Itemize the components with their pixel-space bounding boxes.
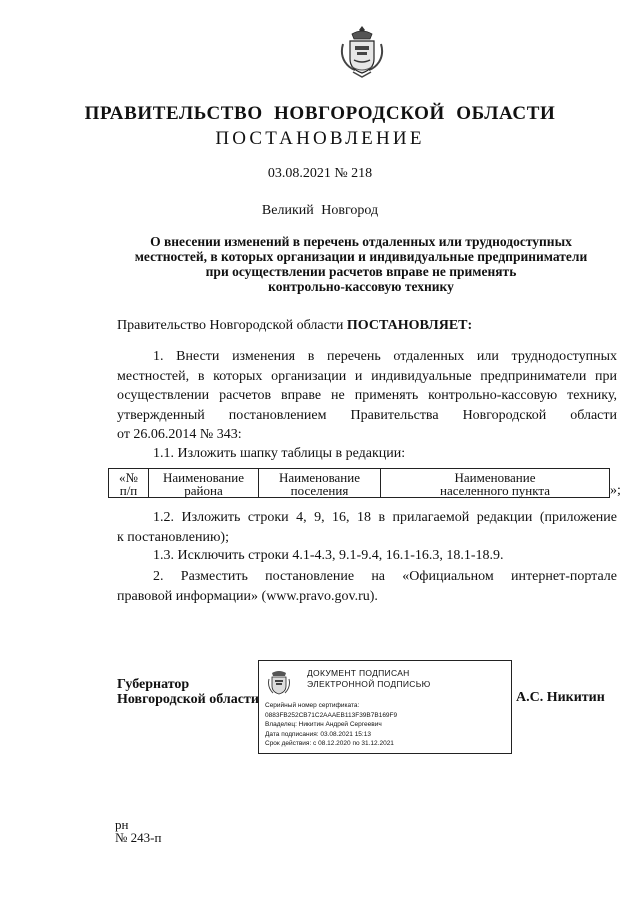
stamp-heading [307,668,431,690]
item-2 [117,567,617,606]
document-footer [115,818,161,844]
item-1-line: утвержденный постановлением Правительства Новгородской области [117,407,617,423]
date-and-number: 03.08.2021 № 218 [267,166,373,181]
item-1-1-text: 1.1. Изложить шапку таблицы в редакции: [153,446,406,461]
stamp-detail-line: 0883FB252CB71C2AAAEB113F39B7B169F9 [265,711,398,719]
signatory-title-line: Губернатор [117,677,190,692]
item-1-line: 1. Внести изменения в перечень отдаленных или труднодоступных [153,349,617,364]
table-col-number-line: «№ [119,470,138,485]
table-col-settlement [259,469,381,497]
preamble [117,318,472,334]
signatory-name: А.С. Никитин [516,690,605,705]
item-1-2-line: 1.2. Изложить строки 4, 9, 16, 18 в прилагаемой редакции (приложение [153,510,617,525]
coat-of-arms-icon [267,667,291,697]
table-col-number-line: п/п [119,483,138,498]
item-1 [117,347,617,445]
table-header [108,468,610,498]
signatory-title [117,677,259,707]
preamble-resolves: ПОСТАНОВЛЯЕТ: [346,318,473,333]
table-col-locality-line: Наименование [454,470,536,485]
document-type: ПОСТАНОВЛЕНИЕ [215,128,425,149]
signatory-title-line: Новгородской области [117,692,259,707]
footer-registration-number: № 243-п [115,830,162,845]
item-1-2-line: к постановлению); [117,529,229,545]
item-1-line: осуществлении расчетов вправе не применять контрольно-кассовую технику, [117,388,617,403]
item-1-3 [117,546,617,566]
table-col-number [109,469,149,497]
table-col-district [149,469,259,497]
electronic-signature-stamp [258,660,512,754]
stamp-detail-line: Срок действия: с 08.12.2020 по 31.12.2021 [265,740,394,747]
subject-line: О внесении изменений в перечень отдаленных или труднодоступных [150,234,572,249]
stamp-heading-line: ДОКУМЕНТ ПОДПИСАН [307,668,410,678]
subject-line: местностей, в которых организации и индивидуальные предприниматели [134,249,588,264]
item-1-3-text: 1.3. Исключить строки 4.1-4.3, 9.1-9.4, 16.1-16.3, 18.1-18.9. [153,548,504,563]
subject-line: при осуществлении расчетов вправе не применять [205,264,517,279]
item-2-line: 2. Разместить постановление на «Официальном интернет-портале [153,569,617,584]
stamp-details [265,701,397,749]
table-col-district-line: района [184,483,223,498]
table-closing-quote: »; [610,483,621,498]
city: Великий Новгород [261,203,379,218]
stamp-heading-line: ЭЛЕКТРОННОЙ ПОДПИСЬЮ [307,679,431,689]
item-1-line: от 26.06.2014 № 343: [117,427,242,442]
item-1-line: местностей, в которых организации и индивидуальные предприниматели при [117,368,617,384]
subject-line: контрольно-кассовую технику [268,279,454,294]
document-subject [118,234,604,294]
coat-of-arms-icon [339,22,385,80]
table-col-district-line: Наименование [163,470,244,485]
stamp-detail-line: Владелец: Никитин Андрей Сергеевич [265,721,382,728]
stamp-detail-line: Дата подписания: 03.08.2021 15:13 [265,730,371,738]
item-1-2 [117,508,617,547]
item-1-1 [117,444,617,464]
stamp-detail-line: Серийный номер сертификата: [265,702,360,709]
item-2-line: правовой информации» (www.pravo.gov.ru). [117,588,378,604]
preamble-text: Правительство Новгородской области [117,318,347,333]
table-col-locality [381,469,609,497]
table-col-locality-line: населенного пункта [439,483,551,498]
table-col-settlement-line: поселения [290,483,349,498]
footer-initials: рн [115,817,129,832]
government-title: ПРАВИТЕЛЬСТВО НОВГОРОДСКОЙ ОБЛАСТИ [84,103,556,124]
table-col-settlement-line: Наименование [279,470,360,485]
